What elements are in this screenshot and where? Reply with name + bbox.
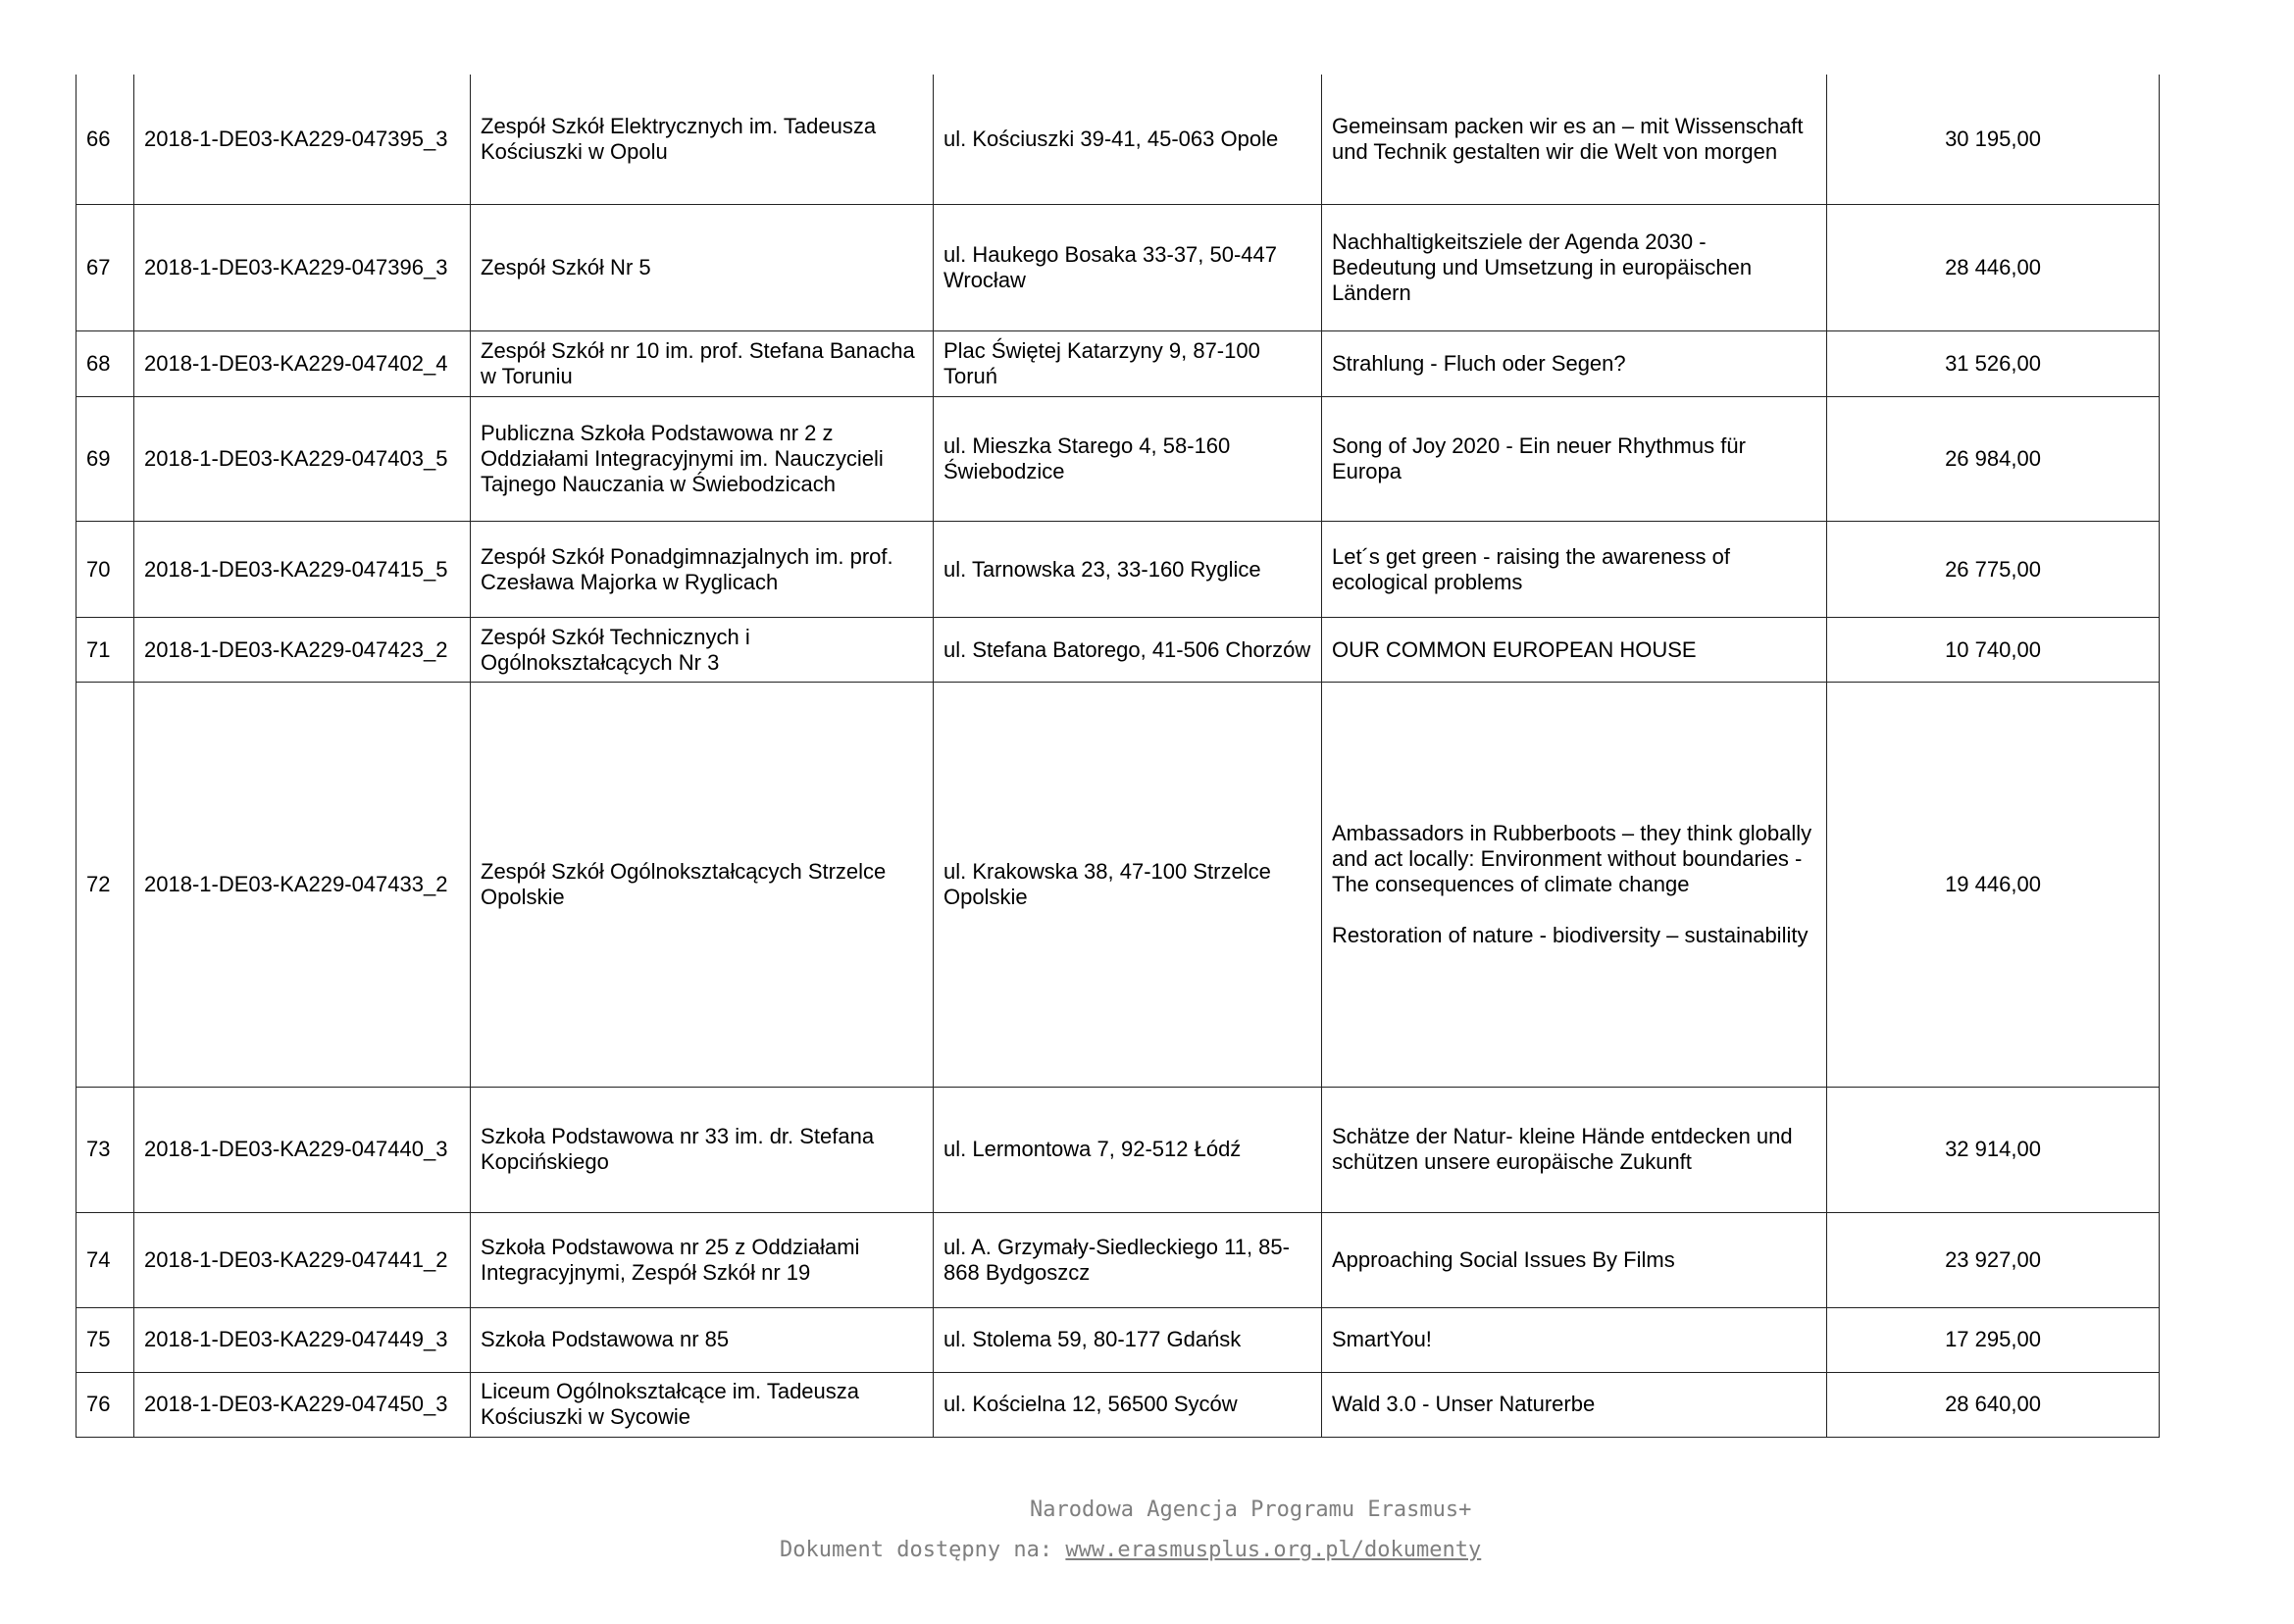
table-row — [76, 1307, 2160, 1372]
institution-address: ul. Mieszka Starego 4, 58-160 Świebodzice — [934, 396, 1322, 521]
project-title — [1322, 1212, 1827, 1307]
table-row — [76, 521, 2160, 617]
row-number: 72 — [76, 683, 134, 1087]
institution-address: Plac Świętej Katarzyny 9, 87-100 Toruń — [934, 330, 1322, 396]
institution-name: Zespół Szkół Ponadgimnazjalnych im. prof. Czesława Majorka w Ryglicach — [471, 521, 934, 617]
table-row — [76, 330, 2160, 396]
project-title — [1322, 330, 1827, 396]
institution-address: ul. Tarnowska 23, 33-160 Ryglice — [934, 521, 1322, 617]
project-code: 2018-1-DE03-KA229-047415_5 — [134, 521, 471, 617]
project-code: 2018-1-DE03-KA229-047395_3 — [134, 75, 471, 204]
row-number: 70 — [76, 521, 134, 617]
grant-amount: 10 740,00 — [1827, 618, 2160, 683]
grant-amount: 26 984,00 — [1827, 396, 2160, 521]
project-code: 2018-1-DE03-KA229-047450_3 — [134, 1372, 471, 1437]
footer-availability — [780, 1538, 1481, 1562]
table-row — [76, 1372, 2160, 1437]
project-title — [1322, 396, 1827, 521]
project-title — [1322, 521, 1827, 617]
row-number: 66 — [76, 75, 134, 204]
row-number: 76 — [76, 1372, 134, 1437]
institution-name: Szkoła Podstawowa nr 85 — [471, 1307, 934, 1372]
project-title-line: Strahlung - Fluch oder Segen? — [1332, 350, 1626, 376]
project-title-line: Restoration of nature - biodiversity – sustainability — [1332, 922, 1809, 947]
project-title-line: Ambassadors in Rubberboots – they think globally and act locally: Environment without boundaries - The consequences of climate change — [1332, 820, 1812, 896]
institution-address: ul. A. Grzymały-Siedleckiego 11, 85-868 Bydgoszcz — [934, 1212, 1322, 1307]
institution-name: Zespół Szkół Ogólnokształcących Strzelce Opolskie — [471, 683, 934, 1087]
project-title-line: Nachhaltigkeitsziele der Agenda 2030 - Bedeutung und Umsetzung in europäischen Ländern — [1332, 228, 1753, 305]
institution-name: Zespół Szkół Technicznych i Ogólnokształcących Nr 3 — [471, 618, 934, 683]
project-code: 2018-1-DE03-KA229-047403_5 — [134, 396, 471, 521]
table-row — [76, 683, 2160, 1087]
results-table-body — [76, 75, 2160, 1438]
grant-amount: 30 195,00 — [1827, 75, 2160, 204]
institution-address: ul. Lermontowa 7, 92-512 Łódź — [934, 1087, 1322, 1212]
project-code: 2018-1-DE03-KA229-047440_3 — [134, 1087, 471, 1212]
institution-name: Publiczna Szkoła Podstawowa nr 2 z Oddziałami Integracyjnymi im. Nauczycieli Tajnego Nauczania w Świebodzicach — [471, 396, 934, 521]
results-table-wrapper — [76, 75, 2159, 1438]
project-title-line: SmartYou! — [1332, 1327, 1432, 1352]
institution-address: ul. Stolema 59, 80-177 Gdańsk — [934, 1307, 1322, 1372]
institution-address: ul. Krakowska 38, 47-100 Strzelce Opolskie — [934, 683, 1322, 1087]
project-title-line: Wald 3.0 - Unser Naturerbe — [1332, 1392, 1596, 1417]
footer-available-prefix: Dokument dostępny na: — [780, 1538, 1066, 1562]
institution-name: Szkoła Podstawowa nr 33 im. dr. Stefana Kopcińskiego — [471, 1087, 934, 1212]
table-row — [76, 396, 2160, 521]
project-code: 2018-1-DE03-KA229-047402_4 — [134, 330, 471, 396]
project-code: 2018-1-DE03-KA229-047433_2 — [134, 683, 471, 1087]
row-number: 69 — [76, 396, 134, 521]
row-number: 67 — [76, 204, 134, 330]
row-number: 71 — [76, 618, 134, 683]
project-title — [1322, 75, 1827, 204]
project-title — [1322, 1307, 1827, 1372]
grant-amount: 23 927,00 — [1827, 1212, 2160, 1307]
grant-amount: 26 775,00 — [1827, 521, 2160, 617]
institution-address: ul. Haukego Bosaka 33-37, 50-447 Wrocław — [934, 204, 1322, 330]
documents-link[interactable]: www.erasmusplus.org.pl/dokumenty — [1065, 1538, 1482, 1562]
institution-name: Szkoła Podstawowa nr 25 z Oddziałami Integracyjnymi, Zespół Szkół nr 19 — [471, 1212, 934, 1307]
line-gap — [1332, 897, 1816, 923]
grant-amount: 31 526,00 — [1827, 330, 2160, 396]
institution-address: ul. Kościelna 12, 56500 Syców — [934, 1372, 1322, 1437]
row-number: 68 — [76, 330, 134, 396]
results-table — [76, 75, 2160, 1438]
institution-address: ul. Kościuszki 39-41, 45-063 Opole — [934, 75, 1322, 204]
project-title-line: Approaching Social Issues By Films — [1332, 1246, 1675, 1272]
project-title-line: Gemeinsam packen wir es an – mit Wissenschaft und Technik gestalten wir die Welt von morgen — [1332, 113, 1804, 164]
project-title — [1322, 683, 1827, 1087]
project-title — [1322, 204, 1827, 330]
row-number: 73 — [76, 1087, 134, 1212]
grant-amount: 28 640,00 — [1827, 1372, 2160, 1437]
grant-amount: 19 446,00 — [1827, 683, 2160, 1087]
grant-amount: 17 295,00 — [1827, 1307, 2160, 1372]
project-code: 2018-1-DE03-KA229-047441_2 — [134, 1212, 471, 1307]
project-title — [1322, 1087, 1827, 1212]
table-row — [76, 204, 2160, 330]
row-number: 75 — [76, 1307, 134, 1372]
institution-name: Zespół Szkół nr 10 im. prof. Stefana Banacha w Toruniu — [471, 330, 934, 396]
project-title — [1322, 618, 1827, 683]
project-code: 2018-1-DE03-KA229-047423_2 — [134, 618, 471, 683]
grant-amount: 28 446,00 — [1827, 204, 2160, 330]
grant-amount: 32 914,00 — [1827, 1087, 2160, 1212]
table-row — [76, 1087, 2160, 1212]
table-row — [76, 618, 2160, 683]
project-title-line: Schätze der Natur- kleine Hände entdecken und schützen unsere europäische Zukunft — [1332, 1124, 1793, 1175]
table-row — [76, 75, 2160, 204]
project-title-line: Song of Joy 2020 - Ein neuer Rhythmus für Europa — [1332, 432, 1746, 483]
project-code: 2018-1-DE03-KA229-047449_3 — [134, 1307, 471, 1372]
row-number: 74 — [76, 1212, 134, 1307]
project-title — [1322, 1372, 1827, 1437]
project-title-line: Let´s get green - raising the awareness of ecological problems — [1332, 543, 1731, 594]
institution-address: ul. Stefana Batorego, 41-506 Chorzów — [934, 618, 1322, 683]
institution-name: Liceum Ogólnokształcące im. Tadeusza Kościuszki w Sycowie — [471, 1372, 934, 1437]
footer-agency: Narodowa Agencja Programu Erasmus+ — [1030, 1497, 1472, 1522]
institution-name: Zespół Szkół Elektrycznych im. Tadeusza Kościuszki w Opolu — [471, 75, 934, 204]
institution-name: Zespół Szkół Nr 5 — [471, 204, 934, 330]
project-title-line: OUR COMMON EUROPEAN HOUSE — [1332, 636, 1697, 662]
table-row — [76, 1212, 2160, 1307]
project-code: 2018-1-DE03-KA229-047396_3 — [134, 204, 471, 330]
